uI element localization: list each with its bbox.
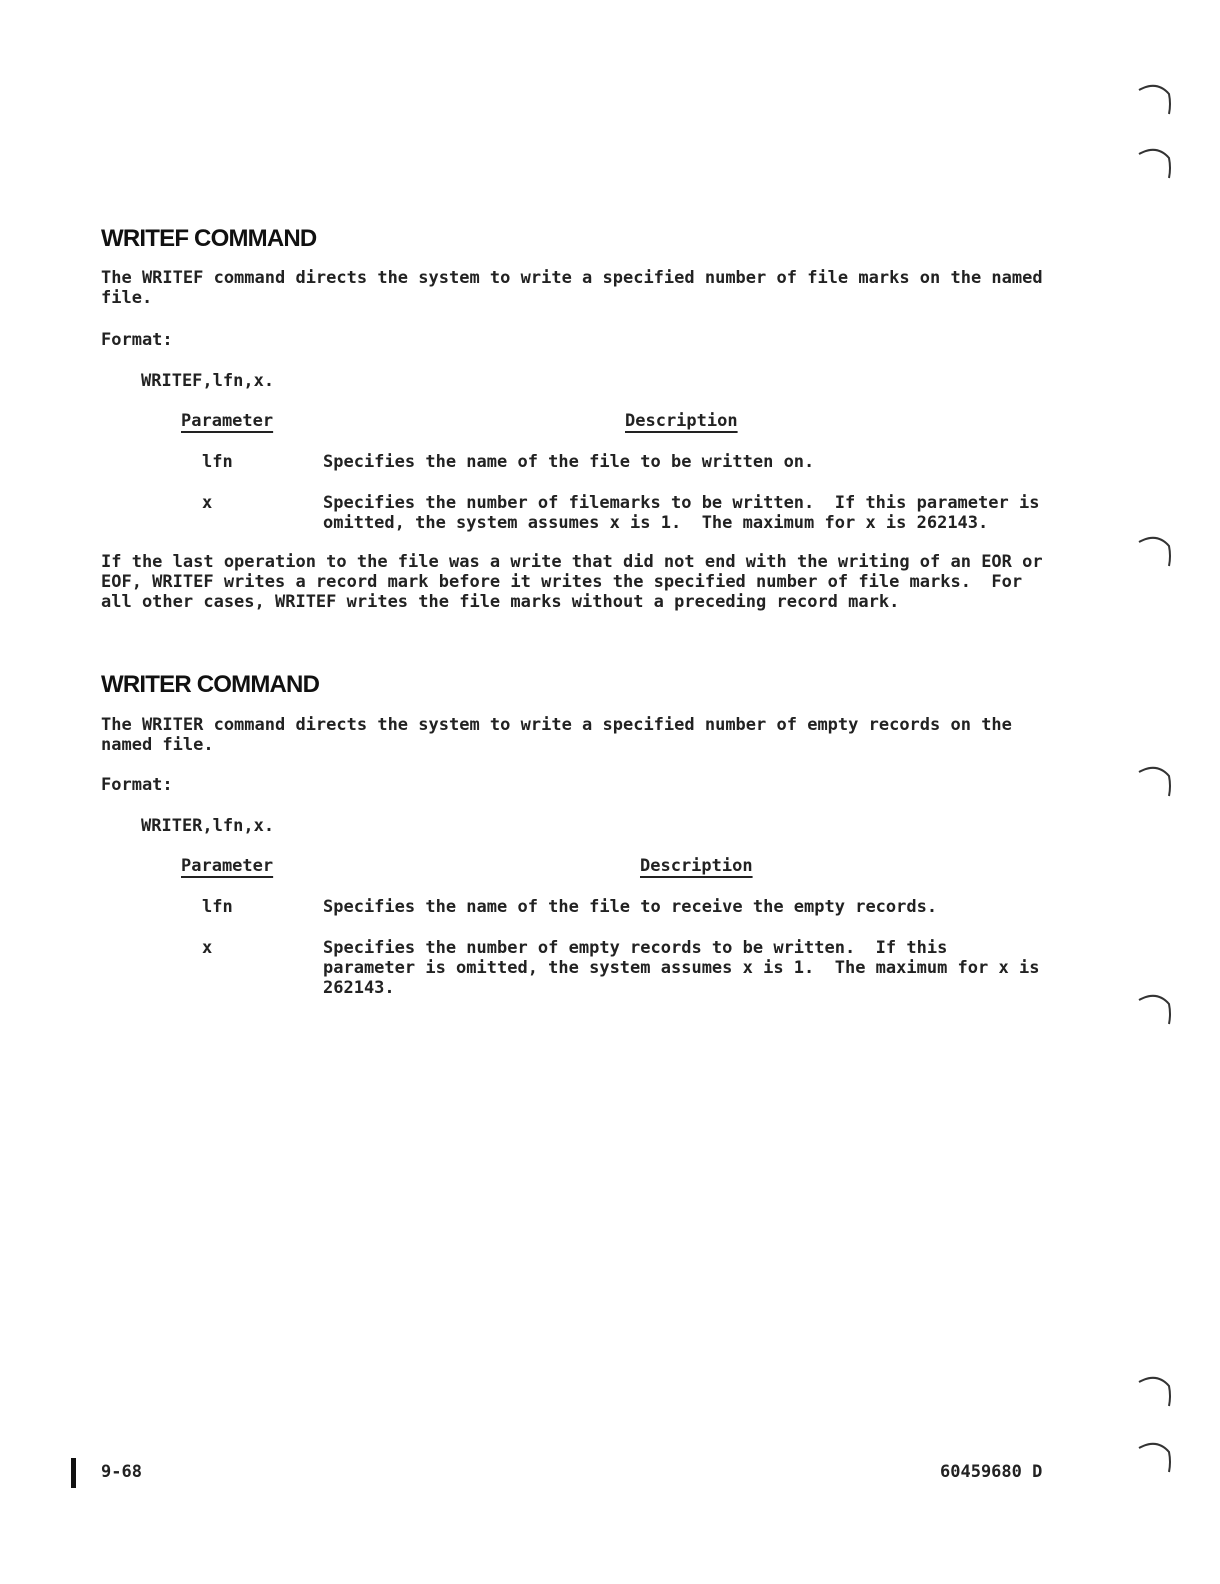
document-number: 60459680 D bbox=[940, 1462, 1043, 1482]
section-heading-writer: WRITER COMMAND bbox=[101, 671, 320, 698]
punch-hole-mark bbox=[1135, 1436, 1175, 1476]
page-number: 9-68 bbox=[101, 1462, 142, 1482]
writef-intro: The WRITEF command directs the system to write a specified number of file marks on the named file. bbox=[101, 268, 1043, 308]
change-bar bbox=[71, 1458, 76, 1488]
writer-format-syntax: WRITER,lfn,x. bbox=[141, 816, 275, 836]
writef-param-header: Parameter bbox=[181, 411, 274, 431]
punch-hole-mark bbox=[1135, 988, 1175, 1028]
writer-param-name-x: x bbox=[202, 938, 213, 958]
writef-format-label: Format: bbox=[101, 330, 173, 350]
punch-hole-mark bbox=[1135, 530, 1175, 570]
writef-param-desc-x: Specifies the number of filemarks to be written. If this parameter is omitted, the system assumes x is 1. The maximum for x is 262143. bbox=[323, 493, 1040, 533]
writer-param-name-lfn: lfn bbox=[202, 897, 233, 917]
writer-param-desc-lfn: Specifies the name of the file to receive the empty records. bbox=[323, 897, 938, 917]
writer-param-desc-x: Specifies the number of empty records to be written. If this parameter is omitted, the system assumes x is 1. The maximum for x is 262143. bbox=[323, 938, 1040, 998]
writer-intro: The WRITER command directs the system to write a specified number of empty records on the named file. bbox=[101, 715, 1012, 755]
writef-param-name-x: x bbox=[202, 493, 213, 513]
punch-hole-mark bbox=[1135, 142, 1175, 182]
writef-format-syntax: WRITEF,lfn,x. bbox=[141, 371, 275, 391]
writer-desc-header: Description bbox=[640, 856, 753, 876]
writef-note: If the last operation to the file was a write that did not end with the writing of an EOR or EOF, WRITEF writes a record mark before it writes the specified number of file marks. For all other cases, WRITEF writes the file marks without a preceding record mark. bbox=[101, 552, 1043, 612]
writer-param-header: Parameter bbox=[181, 856, 274, 876]
punch-hole-mark bbox=[1135, 1370, 1175, 1410]
punch-hole-mark bbox=[1135, 78, 1175, 118]
section-heading-writef: WRITEF COMMAND bbox=[101, 225, 317, 252]
writef-param-desc-lfn: Specifies the name of the file to be written on. bbox=[323, 452, 815, 472]
writef-param-name-lfn: lfn bbox=[202, 452, 233, 472]
writef-desc-header: Description bbox=[625, 411, 738, 431]
punch-hole-mark bbox=[1135, 760, 1175, 800]
writer-format-label: Format: bbox=[101, 775, 173, 795]
